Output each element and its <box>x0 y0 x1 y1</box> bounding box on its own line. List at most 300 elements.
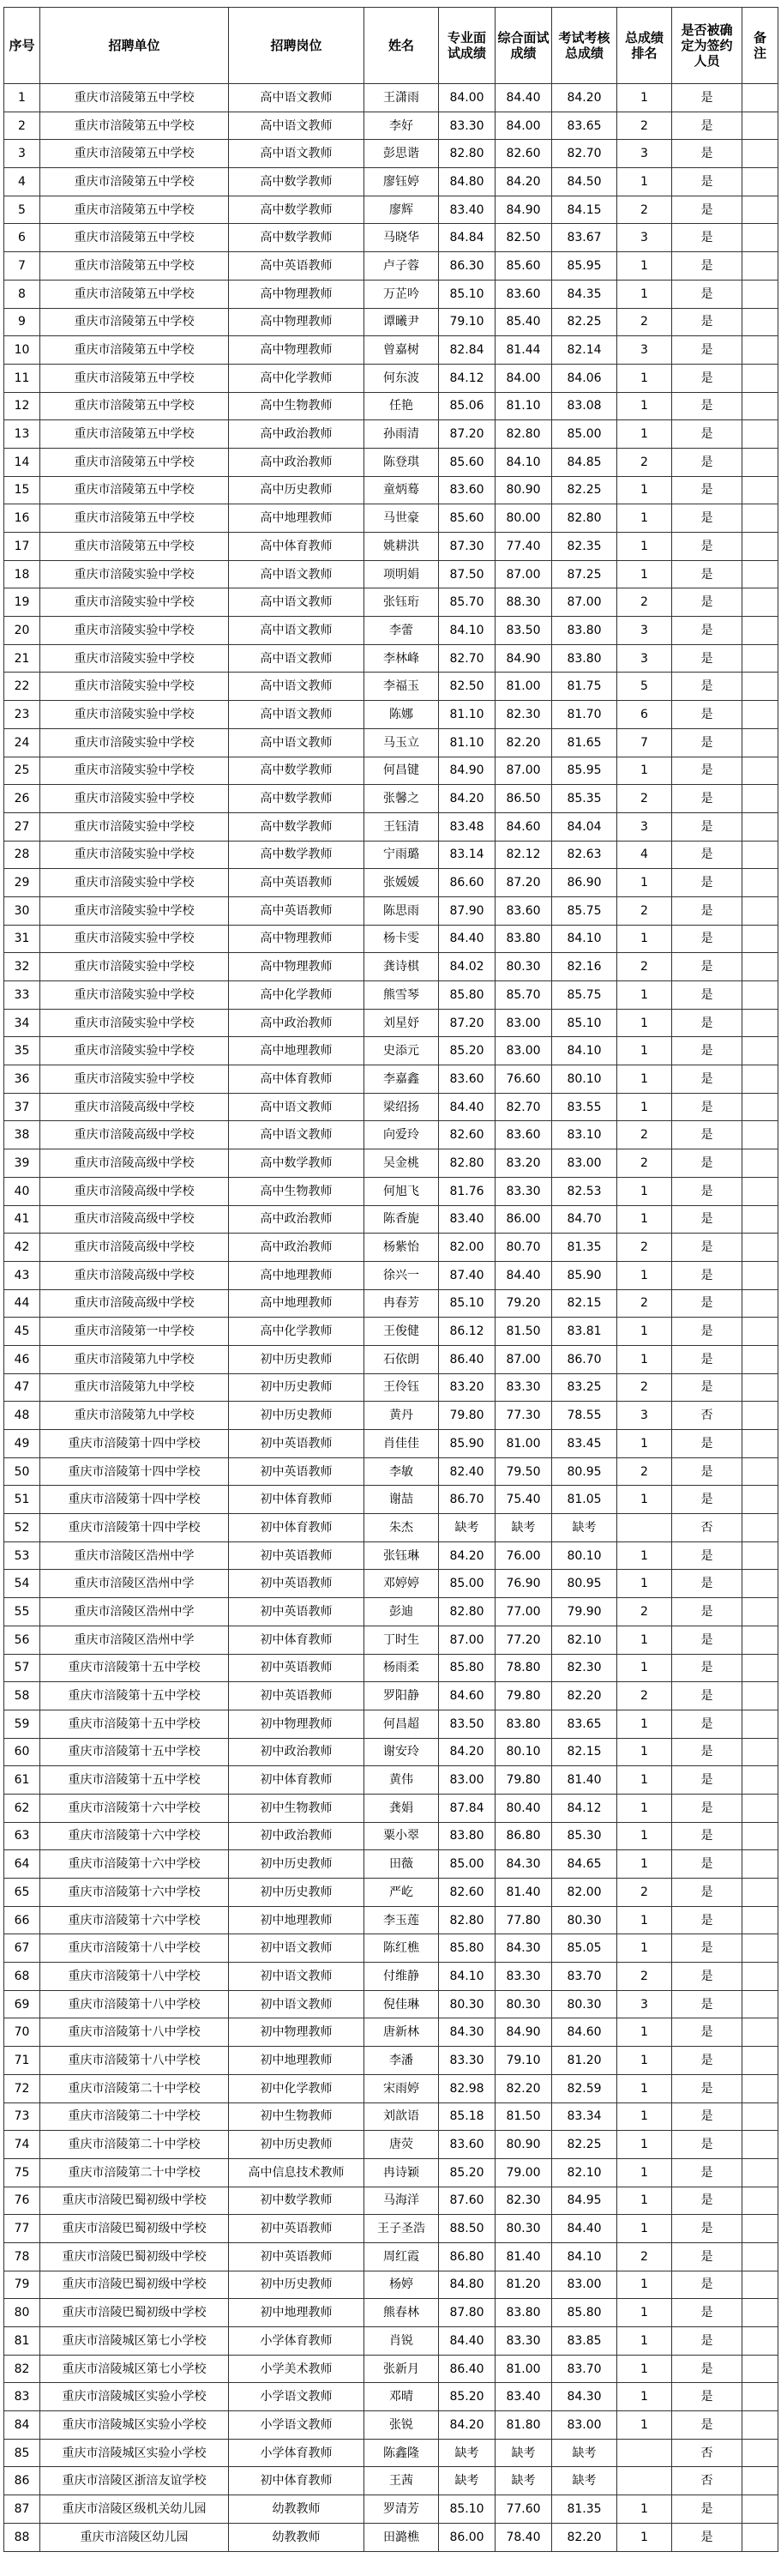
cell-rank: 2 <box>617 1373 672 1402</box>
cell-unit: 重庆市涪陵高级中学校 <box>40 1177 229 1205</box>
cell-comprehensive-score: 83.20 <box>496 1149 552 1178</box>
cell-total-score: 85.75 <box>552 981 617 1010</box>
cell-remark <box>742 617 778 645</box>
cell-rank: 1 <box>617 1738 672 1766</box>
cell-rank: 1 <box>617 1065 672 1094</box>
cell-comprehensive-score: 85.70 <box>496 981 552 1010</box>
cell-unit: 重庆市涪陵区浩州中学 <box>40 1626 229 1654</box>
cell-unit: 重庆市涪陵第五中学校 <box>40 533 229 561</box>
cell-seq: 43 <box>4 1261 40 1289</box>
cell-rank: 2 <box>617 1289 672 1318</box>
cell-rank <box>617 2439 672 2467</box>
cell-position: 高中物理教师 <box>229 925 364 953</box>
cell-rank: 1 <box>617 476 672 504</box>
cell-rank: 1 <box>617 1345 672 1373</box>
cell-total-score: 82.10 <box>552 2158 617 2187</box>
cell-signed: 是 <box>672 1373 742 1402</box>
cell-name: 黄丹 <box>364 1402 439 1430</box>
cell-unit: 重庆市涪陵实验中学校 <box>40 560 229 588</box>
cell-signed: 是 <box>672 1234 742 1262</box>
cell-name: 王茜 <box>364 2467 439 2495</box>
cell-total-score: 81.40 <box>552 1766 617 1795</box>
cell-professional-score: 85.00 <box>439 1850 496 1879</box>
cell-comprehensive-score: 87.20 <box>496 869 552 897</box>
cell-professional-score: 84.10 <box>439 617 496 645</box>
table-row <box>4 2074 778 2102</box>
cell-seq: 66 <box>4 1906 40 1934</box>
cell-total-score: 82.14 <box>552 336 617 365</box>
cell-rank: 2 <box>617 1121 672 1149</box>
cell-remark <box>742 2158 778 2187</box>
cell-seq: 60 <box>4 1738 40 1766</box>
cell-total-score: 80.95 <box>552 1457 617 1486</box>
cell-comprehensive-score: 83.30 <box>496 1177 552 1205</box>
cell-comprehensive-score: 81.00 <box>496 673 552 701</box>
cell-signed: 是 <box>672 448 742 476</box>
cell-signed: 是 <box>672 1430 742 1458</box>
cell-seq: 47 <box>4 1373 40 1402</box>
cell-name: 陈娜 <box>364 701 439 729</box>
cell-rank: 1 <box>617 392 672 420</box>
cell-remark <box>742 196 778 224</box>
cell-rank: 2 <box>617 1879 672 1907</box>
cell-comprehensive-score: 85.40 <box>496 308 552 336</box>
cell-professional-score: 85.20 <box>439 1037 496 1065</box>
cell-position: 高中地理教师 <box>229 1261 364 1289</box>
cell-signed: 是 <box>672 1121 742 1149</box>
cell-name: 李蕾 <box>364 617 439 645</box>
table-row <box>4 981 778 1010</box>
cell-total-score: 81.05 <box>552 1486 617 1514</box>
cell-total-score: 80.10 <box>552 1065 617 1094</box>
cell-name: 张钰琳 <box>364 1541 439 1570</box>
cell-name: 李潘 <box>364 2047 439 2075</box>
cell-unit: 重庆市涪陵高级中学校 <box>40 1093 229 1121</box>
cell-position: 初中语文教师 <box>229 1963 364 1991</box>
cell-professional-score: 83.40 <box>439 1205 496 1234</box>
table-row <box>4 644 778 673</box>
cell-name: 梁绍扬 <box>364 1093 439 1121</box>
table-row <box>4 2187 778 2215</box>
cell-position: 小学体育教师 <box>229 2327 364 2356</box>
cell-rank: 1 <box>617 2411 672 2440</box>
cell-name: 李敏 <box>364 1457 439 1486</box>
cell-signed: 是 <box>672 1598 742 1626</box>
cell-total-score: 86.70 <box>552 1345 617 1373</box>
cell-comprehensive-score: 79.80 <box>496 1766 552 1795</box>
cell-comprehensive-score: 84.60 <box>496 812 552 841</box>
table-row <box>4 1037 778 1065</box>
cell-remark <box>742 1766 778 1795</box>
cell-name: 张媛媛 <box>364 869 439 897</box>
cell-total-score: 84.06 <box>552 364 617 392</box>
cell-name: 石依朗 <box>364 1345 439 1373</box>
cell-seq: 83 <box>4 2383 40 2411</box>
cell-position: 高中物理教师 <box>229 953 364 981</box>
cell-rank: 1 <box>617 2383 672 2411</box>
cell-seq: 49 <box>4 1430 40 1458</box>
cell-unit: 重庆市涪陵实验中学校 <box>40 588 229 617</box>
cell-position: 初中历史教师 <box>229 2131 364 2159</box>
cell-position: 高中物理教师 <box>229 280 364 308</box>
cell-seq: 27 <box>4 812 40 841</box>
cell-seq: 5 <box>4 196 40 224</box>
cell-seq: 25 <box>4 757 40 785</box>
cell-position: 初中英语教师 <box>229 2242 364 2271</box>
cell-professional-score: 85.06 <box>439 392 496 420</box>
cell-remark <box>742 1261 778 1289</box>
cell-seq: 29 <box>4 869 40 897</box>
cell-unit: 重庆市涪陵高级中学校 <box>40 1121 229 1149</box>
cell-professional-score: 82.60 <box>439 1879 496 1907</box>
cell-seq: 53 <box>4 1541 40 1570</box>
cell-rank: 1 <box>617 1934 672 1963</box>
cell-unit: 重庆市涪陵第十五中学校 <box>40 1654 229 1682</box>
cell-professional-score: 85.60 <box>439 504 496 533</box>
cell-rank: 1 <box>617 1710 672 1738</box>
cell-seq: 65 <box>4 1879 40 1907</box>
cell-remark <box>742 2242 778 2271</box>
cell-position: 小学美术教师 <box>229 2355 364 2383</box>
cell-signed: 是 <box>672 392 742 420</box>
cell-signed: 是 <box>672 588 742 617</box>
cell-total-score: 78.55 <box>552 1402 617 1430</box>
cell-professional-score: 84.20 <box>439 1738 496 1766</box>
cell-remark <box>742 2383 778 2411</box>
cell-position: 初中历史教师 <box>229 1850 364 1879</box>
cell-remark <box>742 1850 778 1879</box>
cell-signed: 是 <box>672 1261 742 1289</box>
cell-unit: 重庆市涪陵第五中学校 <box>40 476 229 504</box>
cell-remark <box>742 728 778 757</box>
cell-comprehensive-score: 80.30 <box>496 2215 552 2243</box>
table-row <box>4 673 778 701</box>
cell-seq: 22 <box>4 673 40 701</box>
cell-signed: 是 <box>672 196 742 224</box>
cell-seq: 32 <box>4 953 40 981</box>
cell-professional-score: 82.84 <box>439 336 496 365</box>
cell-seq: 70 <box>4 2018 40 2047</box>
cell-name: 熊春林 <box>364 2299 439 2327</box>
cell-total-score: 84.60 <box>552 2018 617 2047</box>
cell-comprehensive-score: 80.90 <box>496 476 552 504</box>
cell-professional-score: 87.80 <box>439 2299 496 2327</box>
cell-unit: 重庆市涪陵高级中学校 <box>40 1261 229 1289</box>
cell-signed: 是 <box>672 728 742 757</box>
cell-signed: 是 <box>672 1065 742 1094</box>
cell-name: 田潞樵 <box>364 2523 439 2551</box>
cell-comprehensive-score: 77.40 <box>496 533 552 561</box>
cell-professional-score: 86.70 <box>439 1486 496 1514</box>
cell-signed: 是 <box>672 981 742 1010</box>
cell-rank: 1 <box>617 420 672 449</box>
cell-total-score: 83.00 <box>552 1149 617 1178</box>
cell-unit: 重庆市涪陵第十五中学校 <box>40 1682 229 1710</box>
cell-signed: 是 <box>672 476 742 504</box>
cell-signed: 是 <box>672 953 742 981</box>
cell-comprehensive-score: 81.10 <box>496 392 552 420</box>
cell-remark <box>742 533 778 561</box>
cell-total-score: 83.10 <box>552 1121 617 1149</box>
cell-total-score: 82.10 <box>552 1626 617 1654</box>
cell-remark <box>742 1430 778 1458</box>
cell-position: 初中历史教师 <box>229 1879 364 1907</box>
cell-position: 初中体育教师 <box>229 1486 364 1514</box>
cell-unit: 重庆市涪陵城区第七小学校 <box>40 2355 229 2383</box>
cell-total-score: 83.80 <box>552 617 617 645</box>
cell-professional-score: 84.60 <box>439 1682 496 1710</box>
cell-signed: 是 <box>672 869 742 897</box>
cell-comprehensive-score: 85.60 <box>496 252 552 281</box>
cell-signed: 是 <box>672 1822 742 1850</box>
cell-signed: 是 <box>672 1318 742 1346</box>
cell-professional-score: 81.76 <box>439 1177 496 1205</box>
cell-professional-score: 83.60 <box>439 476 496 504</box>
cell-signed: 是 <box>672 1654 742 1682</box>
cell-name: 姚耕洪 <box>364 533 439 561</box>
cell-name: 张馨之 <box>364 785 439 813</box>
cell-position: 初中政治教师 <box>229 1738 364 1766</box>
cell-position: 高中语文教师 <box>229 1121 364 1149</box>
cell-comprehensive-score: 76.00 <box>496 1541 552 1570</box>
table-row <box>4 1541 778 1570</box>
cell-remark <box>742 308 778 336</box>
cell-total-score: 85.75 <box>552 896 617 925</box>
cell-comprehensive-score: 87.00 <box>496 1345 552 1373</box>
cell-comprehensive-score: 82.50 <box>496 224 552 252</box>
cell-position: 高中语文教师 <box>229 560 364 588</box>
cell-position: 初中历史教师 <box>229 1345 364 1373</box>
table-row <box>4 1822 778 1850</box>
cell-rank: 1 <box>617 1205 672 1234</box>
cell-remark <box>742 1177 778 1205</box>
cell-position: 高中数学教师 <box>229 757 364 785</box>
cell-professional-score: 81.10 <box>439 701 496 729</box>
table-row <box>4 364 778 392</box>
cell-comprehensive-score: 81.40 <box>496 2242 552 2271</box>
cell-unit: 重庆市涪陵实验中学校 <box>40 757 229 785</box>
cell-professional-score: 79.10 <box>439 308 496 336</box>
cell-rank: 1 <box>617 1037 672 1065</box>
cell-total-score: 82.59 <box>552 2074 617 2102</box>
cell-unit: 重庆市涪陵巴蜀初级中学校 <box>40 2215 229 2243</box>
cell-total-score: 82.16 <box>552 953 617 981</box>
cell-seq: 61 <box>4 1766 40 1795</box>
cell-unit: 重庆市涪陵实验中学校 <box>40 1037 229 1065</box>
table-row <box>4 84 778 112</box>
cell-rank: 3 <box>617 224 672 252</box>
cell-remark <box>742 1738 778 1766</box>
cell-seq: 11 <box>4 364 40 392</box>
cell-name: 杨雨柔 <box>364 1654 439 1682</box>
cell-position: 初中体育教师 <box>229 2467 364 2495</box>
table-row <box>4 1177 778 1205</box>
cell-unit: 重庆市涪陵第五中学校 <box>40 504 229 533</box>
cell-professional-score: 86.40 <box>439 1345 496 1373</box>
cell-name: 张钰珩 <box>364 588 439 617</box>
cell-position: 高中语文教师 <box>229 617 364 645</box>
cell-professional-score: 83.14 <box>439 841 496 869</box>
cell-remark <box>742 168 778 196</box>
header-total-score: 考试考核 总成绩 <box>552 8 617 84</box>
header-professional-score: 专业面 试成绩 <box>439 8 496 84</box>
cell-total-score: 84.85 <box>552 448 617 476</box>
table-row <box>4 448 778 476</box>
cell-seq: 54 <box>4 1570 40 1598</box>
cell-professional-score: 83.50 <box>439 1710 496 1738</box>
cell-total-score: 81.65 <box>552 728 617 757</box>
cell-seq: 26 <box>4 785 40 813</box>
cell-professional-score: 85.90 <box>439 1430 496 1458</box>
cell-signed: 是 <box>672 1990 742 2018</box>
cell-comprehensive-score: 75.40 <box>496 1486 552 1514</box>
table-row <box>4 2158 778 2187</box>
cell-unit: 重庆市涪陵实验中学校 <box>40 728 229 757</box>
cell-position: 高中语文教师 <box>229 644 364 673</box>
cell-unit: 重庆市涪陵第十八中学校 <box>40 2047 229 2075</box>
cell-rank: 1 <box>617 2355 672 2383</box>
cell-professional-score: 87.60 <box>439 2187 496 2215</box>
cell-remark <box>742 560 778 588</box>
cell-professional-score: 缺考 <box>439 2439 496 2467</box>
cell-remark <box>742 1318 778 1346</box>
table-row <box>4 1373 778 1402</box>
cell-professional-score: 86.80 <box>439 2242 496 2271</box>
cell-signed: 是 <box>672 2018 742 2047</box>
cell-name: 龚诗棋 <box>364 953 439 981</box>
cell-total-score: 84.65 <box>552 1850 617 1879</box>
cell-professional-score: 85.18 <box>439 2102 496 2131</box>
cell-total-score: 80.95 <box>552 1570 617 1598</box>
cell-comprehensive-score: 80.00 <box>496 504 552 533</box>
cell-comprehensive-score: 77.30 <box>496 1402 552 1430</box>
cell-seq: 15 <box>4 476 40 504</box>
cell-remark <box>742 1373 778 1402</box>
cell-total-score: 84.70 <box>552 1205 617 1234</box>
cell-comprehensive-score: 80.30 <box>496 1990 552 2018</box>
cell-unit: 重庆市涪陵区浩州中学 <box>40 1570 229 1598</box>
cell-remark <box>742 1345 778 1373</box>
cell-signed: 否 <box>672 1514 742 1542</box>
cell-rank <box>617 1514 672 1542</box>
cell-total-score: 82.53 <box>552 1177 617 1205</box>
cell-total-score: 84.35 <box>552 280 617 308</box>
cell-comprehensive-score: 81.50 <box>496 1318 552 1346</box>
cell-comprehensive-score: 83.60 <box>496 896 552 925</box>
cell-name: 严屹 <box>364 1879 439 1907</box>
cell-remark <box>742 280 778 308</box>
cell-name: 陈红樵 <box>364 1934 439 1963</box>
table-row <box>4 504 778 533</box>
cell-position: 小学体育教师 <box>229 2439 364 2467</box>
cell-unit: 重庆市涪陵城区实验小学校 <box>40 2439 229 2467</box>
cell-total-score: 84.10 <box>552 2242 617 2271</box>
table-row <box>4 2467 778 2495</box>
cell-total-score: 81.35 <box>552 1234 617 1262</box>
cell-name: 谭曦尹 <box>364 308 439 336</box>
cell-remark <box>742 701 778 729</box>
cell-total-score: 80.30 <box>552 1906 617 1934</box>
cell-professional-score: 83.60 <box>439 2131 496 2159</box>
cell-remark <box>742 1289 778 1318</box>
cell-remark <box>742 1457 778 1486</box>
table-row <box>4 841 778 869</box>
cell-name: 冉诗颖 <box>364 2158 439 2187</box>
cell-comprehensive-score: 80.70 <box>496 1234 552 1262</box>
header-position: 招聘岗位 <box>229 8 364 84</box>
cell-seq: 23 <box>4 701 40 729</box>
cell-unit: 重庆市涪陵区幼儿园 <box>40 2523 229 2551</box>
cell-comprehensive-score: 83.00 <box>496 1009 552 1037</box>
cell-total-score: 83.55 <box>552 1093 617 1121</box>
cell-comprehensive-score: 78.40 <box>496 2523 552 2551</box>
cell-position: 初中语文教师 <box>229 1990 364 2018</box>
cell-rank: 3 <box>617 644 672 673</box>
cell-signed: 是 <box>672 1934 742 1963</box>
cell-seq: 24 <box>4 728 40 757</box>
table-row <box>4 925 778 953</box>
cell-name: 陈香旎 <box>364 1205 439 1234</box>
cell-total-score: 缺考 <box>552 2467 617 2495</box>
cell-unit: 重庆市涪陵实验中学校 <box>40 701 229 729</box>
cell-signed: 是 <box>672 1879 742 1907</box>
cell-unit: 重庆市涪陵区浙涪友谊学校 <box>40 2467 229 2495</box>
cell-comprehensive-score: 83.80 <box>496 1710 552 1738</box>
cell-remark <box>742 2271 778 2299</box>
cell-name: 刘星妤 <box>364 1009 439 1037</box>
cell-seq: 44 <box>4 1289 40 1318</box>
cell-rank: 6 <box>617 701 672 729</box>
cell-seq: 46 <box>4 1345 40 1373</box>
cell-total-score: 81.20 <box>552 2047 617 2075</box>
cell-unit: 重庆市涪陵第五中学校 <box>40 140 229 168</box>
table-row <box>4 1626 778 1654</box>
cell-total-score: 84.15 <box>552 196 617 224</box>
cell-signed: 是 <box>672 841 742 869</box>
cell-seq: 88 <box>4 2523 40 2551</box>
cell-professional-score: 84.00 <box>439 84 496 112</box>
table-row <box>4 2355 778 2383</box>
cell-name: 陈思雨 <box>364 896 439 925</box>
table-row <box>4 224 778 252</box>
cell-position: 高中数学教师 <box>229 841 364 869</box>
cell-rank: 1 <box>617 1766 672 1795</box>
cell-professional-score: 82.80 <box>439 1149 496 1178</box>
cell-comprehensive-score: 82.20 <box>496 2074 552 2102</box>
cell-professional-score: 85.10 <box>439 2495 496 2524</box>
cell-signed: 是 <box>672 1541 742 1570</box>
cell-rank: 5 <box>617 673 672 701</box>
cell-comprehensive-score: 79.50 <box>496 1457 552 1486</box>
cell-signed: 是 <box>672 1738 742 1766</box>
cell-comprehensive-score: 84.20 <box>496 168 552 196</box>
table-row <box>4 1430 778 1458</box>
cell-name: 王子圣浩 <box>364 2215 439 2243</box>
cell-professional-score: 79.80 <box>439 1402 496 1430</box>
cell-total-score: 82.25 <box>552 2131 617 2159</box>
table-row <box>4 812 778 841</box>
cell-unit: 重庆市涪陵第九中学校 <box>40 1345 229 1373</box>
cell-professional-score: 84.12 <box>439 364 496 392</box>
cell-seq: 1 <box>4 84 40 112</box>
cell-position: 高中地理教师 <box>229 1037 364 1065</box>
cell-professional-score: 85.00 <box>439 1570 496 1598</box>
table-row <box>4 1205 778 1234</box>
table-row <box>4 280 778 308</box>
cell-comprehensive-score: 81.40 <box>496 1879 552 1907</box>
cell-professional-score: 87.00 <box>439 1626 496 1654</box>
cell-position: 初中英语教师 <box>229 1654 364 1682</box>
